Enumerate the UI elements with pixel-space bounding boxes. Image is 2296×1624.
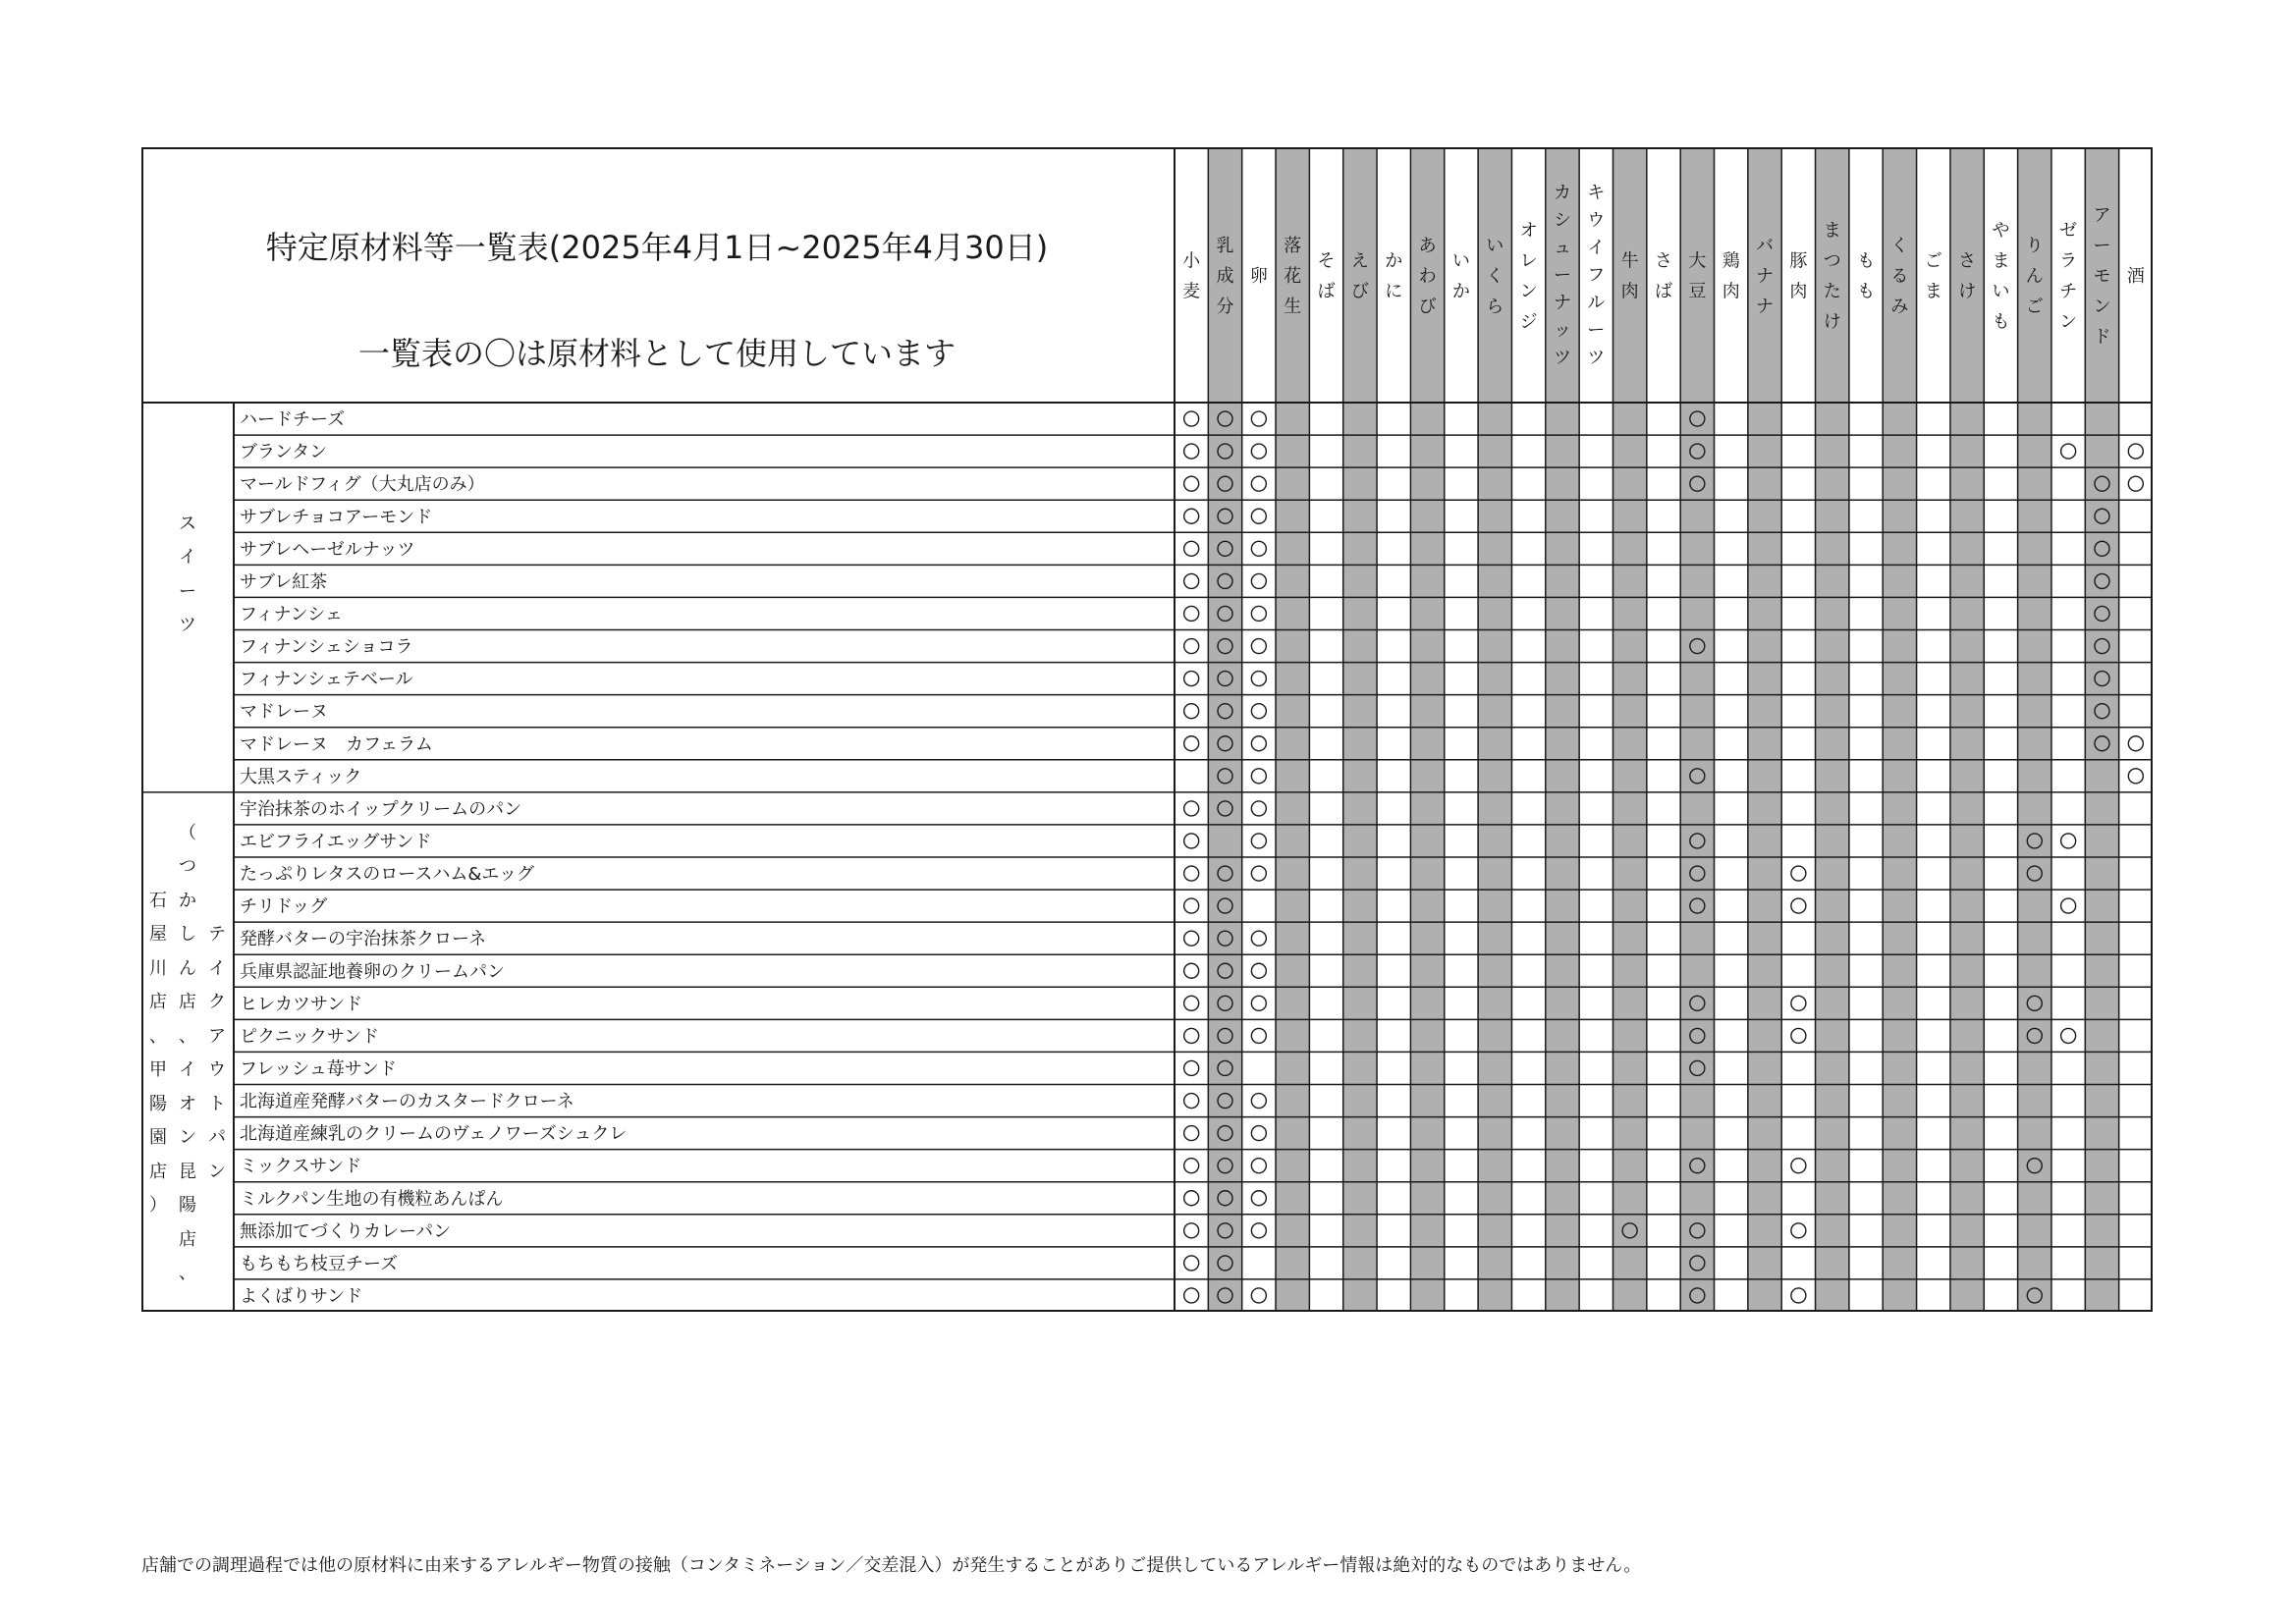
disclaimer-footnote: 店舗での調理過程では他の原材料に由来するアレルギー物質の接触（コンタミネーション／交差混入）が発生することがありご提供しているアレルギー情報は絶対的なものではありません。 (141, 1555, 1642, 1576)
allergen-mark (2128, 476, 2143, 491)
allergen-mark (1251, 1159, 1266, 1173)
column-shade (1950, 147, 1984, 1312)
product-name: ミックスサンド (240, 1156, 362, 1177)
allergen-header-label: いくら (1486, 235, 1504, 317)
allergen-mark (1184, 898, 1199, 913)
allergen-mark (1251, 1126, 1266, 1141)
allergen-mark (2128, 769, 2143, 784)
allergen-mark (1251, 541, 1266, 556)
column-shade (2085, 147, 2118, 1312)
allergen-mark (1251, 411, 1266, 426)
group-label-column: （ つ か し ん 店 、 イ オ ン 昆 陽 店 、 (179, 822, 196, 1283)
allergen-mark (1791, 996, 1806, 1010)
allergen-mark (1184, 1191, 1199, 1206)
allergen-mark (2061, 834, 2076, 848)
allergen-header-label: りんご (2025, 235, 2044, 317)
allergen-mark (1184, 834, 1199, 848)
allergen-mark (1251, 606, 1266, 621)
allergen-mark (1251, 769, 1266, 784)
allergen-mark (1251, 834, 1266, 848)
allergen-mark (1184, 801, 1199, 816)
table-grid (141, 147, 2153, 1312)
allergen-header-label: キウイフルーツ (1587, 183, 1606, 369)
column-shade (1613, 147, 1646, 1312)
allergen-mark (1791, 866, 1806, 881)
allergen-header-label: 乳成分 (1216, 235, 1234, 317)
allergen-mark (1791, 898, 1806, 913)
product-name: 発酵バターの宇治抹茶クローネ (240, 929, 487, 950)
column-shade (1478, 147, 1511, 1312)
product-name: 宇治抹茶のホイップクリームのパン (240, 798, 522, 820)
product-name: 無添加てづくりカレーパン (240, 1220, 452, 1242)
column-shade (1748, 147, 1781, 1312)
allergen-mark (1184, 931, 1199, 946)
product-name: もちもち枝豆チーズ (240, 1253, 399, 1274)
allergen-header-label: オレンジ (1519, 220, 1538, 333)
column-shade (1343, 147, 1377, 1312)
product-name: マドレーヌ カフェラム (240, 733, 433, 755)
allergen-header-label: 酒 (2126, 265, 2145, 287)
allergen-mark (1251, 963, 1266, 978)
product-name: 北海道産練乳のクリームのヴェノワーズシュクレ (240, 1123, 628, 1145)
group-label-column: 石 屋 川 店 、 甲 陽 園 店 ） (149, 890, 167, 1216)
allergen-mark (1251, 476, 1266, 491)
allergen-mark (1251, 1191, 1266, 1206)
allergen-header-label: 豚肉 (1789, 250, 1808, 302)
table-subtitle: 一覧表の〇は原材料として使用しています (357, 335, 956, 372)
allergen-header-label: 大豆 (1688, 250, 1707, 302)
allergen-header-label: まつたけ (1823, 220, 1841, 333)
allergen-mark (1184, 1028, 1199, 1043)
allergen-mark (1184, 996, 1199, 1010)
product-name: ヒレカツサンド (240, 994, 363, 1015)
allergen-header-label: かに (1385, 250, 1403, 302)
allergen-header-label: 鶏肉 (1722, 250, 1740, 302)
allergen-mark (1184, 672, 1199, 686)
allergen-header-label: 小麦 (1182, 250, 1201, 302)
page-title: 特定原材料等一覧表(2025年4月1日~2025年4月30日) (265, 229, 1049, 266)
allergen-header-label: アーモンド (2093, 204, 2111, 348)
allergen-mark (1184, 509, 1199, 523)
allergen-header-label: さば (1655, 250, 1672, 302)
allergen-mark (1251, 704, 1266, 719)
product-name: ハードチーズ (240, 409, 346, 431)
product-name: フィナンシェ (240, 604, 343, 625)
column-shade (1276, 147, 1309, 1312)
allergen-mark (1251, 672, 1266, 686)
allergen-header-label: あわび (1418, 235, 1437, 317)
allergen-mark (1184, 1126, 1199, 1141)
allergen-mark (1251, 996, 1266, 1010)
allergen-mark (1251, 1223, 1266, 1238)
allergen-mark (1251, 639, 1266, 654)
allergen-mark (1184, 1094, 1199, 1109)
allergen-mark (1791, 1028, 1806, 1043)
allergen-header-label: もも (1857, 250, 1876, 302)
product-name: ピクニックサンド (240, 1026, 380, 1048)
product-name: フィナンシェテベール (240, 669, 413, 690)
allergen-header-label: ごま (1924, 250, 1942, 302)
allergen-mark (1251, 1288, 1266, 1303)
allergen-mark (1251, 1028, 1266, 1043)
allergen-mark (1251, 1094, 1266, 1109)
product-name: エビフライエッグサンド (240, 831, 432, 852)
allergen-header-label: 牛肉 (1620, 250, 1639, 302)
allergen-mark (1251, 866, 1266, 881)
column-shade (1680, 147, 1714, 1312)
column-shade (2018, 147, 2051, 1312)
product-name: よくばりサンド (240, 1285, 363, 1307)
allergen-mark (2061, 444, 2076, 459)
allergen-mark (1184, 639, 1199, 654)
product-name: マドレーヌ (240, 701, 328, 723)
product-name: フィナンシェショコラ (240, 636, 413, 658)
allergen-mark (2128, 736, 2143, 751)
product-name: たっぷりレタスのロースハム&エッグ (240, 864, 535, 886)
product-name: フレッシュ苺サンド (240, 1058, 397, 1080)
allergen-mark (1251, 931, 1266, 946)
product-name: ブランタン (240, 442, 328, 463)
allergen-header-label: そば (1317, 250, 1336, 302)
allergen-mark (2128, 444, 2143, 459)
allergen-mark (1251, 736, 1266, 751)
allergen-mark (1791, 1288, 1806, 1303)
product-name: ミルクパン生地の有機粒あんぱん (240, 1188, 504, 1210)
allergen-mark (1184, 1060, 1199, 1075)
allergen-mark (2061, 1028, 2076, 1043)
allergen-mark (1184, 736, 1199, 751)
product-name: 兵庫県認証地養卵のクリームパン (240, 961, 505, 983)
allergen-mark (1251, 509, 1266, 523)
product-name: サブレヘーゼルナッツ (240, 539, 415, 561)
allergen-header-label: いか (1451, 250, 1470, 302)
allergen-mark (1184, 704, 1199, 719)
allergen-mark (1184, 573, 1199, 588)
allergen-mark (1251, 801, 1266, 816)
allergen-mark (1184, 476, 1199, 491)
allergen-header-label: えび (1350, 250, 1369, 302)
allergen-header-label: カシューナッツ (1553, 183, 1571, 369)
allergen-header-label: 落花生 (1284, 235, 1302, 317)
allergen-mark (1184, 1288, 1199, 1303)
allergen-header-label: ゼラチン (2059, 220, 2078, 333)
product-name: 北海道産発酵バターのカスタードクローネ (240, 1091, 574, 1112)
group-label-takeout-bread (141, 797, 234, 1310)
allergen-header-label: さけ (1958, 250, 1977, 302)
allergen-header-label: やまいも (1992, 220, 2010, 333)
allergen-mark (1251, 444, 1266, 459)
group-label-column: ス イ ー ツ (179, 513, 196, 635)
allergen-mark (1184, 411, 1199, 426)
product-name: 大黒スティック (240, 766, 362, 787)
allergen-mark (1251, 573, 1266, 588)
group-label-sweets (141, 403, 234, 747)
allergen-mark (1184, 963, 1199, 978)
allergen-mark (1184, 541, 1199, 556)
allergen-mark (1184, 1159, 1199, 1173)
allergen-mark (1184, 1256, 1199, 1271)
product-name: チリドッグ (240, 896, 328, 918)
product-name: サブレ紅茶 (240, 571, 328, 593)
allergen-header-label: くるみ (1890, 235, 1909, 317)
product-name: マールドフィグ（大丸店のみ） (240, 474, 485, 496)
allergen-mark (1184, 606, 1199, 621)
column-shade (1883, 147, 1916, 1312)
allergen-mark (2061, 898, 2076, 913)
allergen-mark (1184, 1223, 1199, 1238)
allergen-table (141, 147, 2153, 1312)
allergen-mark (1184, 444, 1199, 459)
group-label-column: テ イ ク ア ウ ト パ ン (208, 924, 226, 1182)
product-name: サブレチョコアーモンド (240, 507, 433, 528)
column-shade (1410, 147, 1444, 1312)
allergen-mark (1184, 866, 1199, 881)
column-shade (1208, 147, 1241, 1312)
allergen-header-label: バナナ (1756, 235, 1775, 317)
allergen-header-label: 卵 (1249, 265, 1268, 287)
allergen-mark (1791, 1223, 1806, 1238)
allergen-mark (1791, 1159, 1806, 1173)
